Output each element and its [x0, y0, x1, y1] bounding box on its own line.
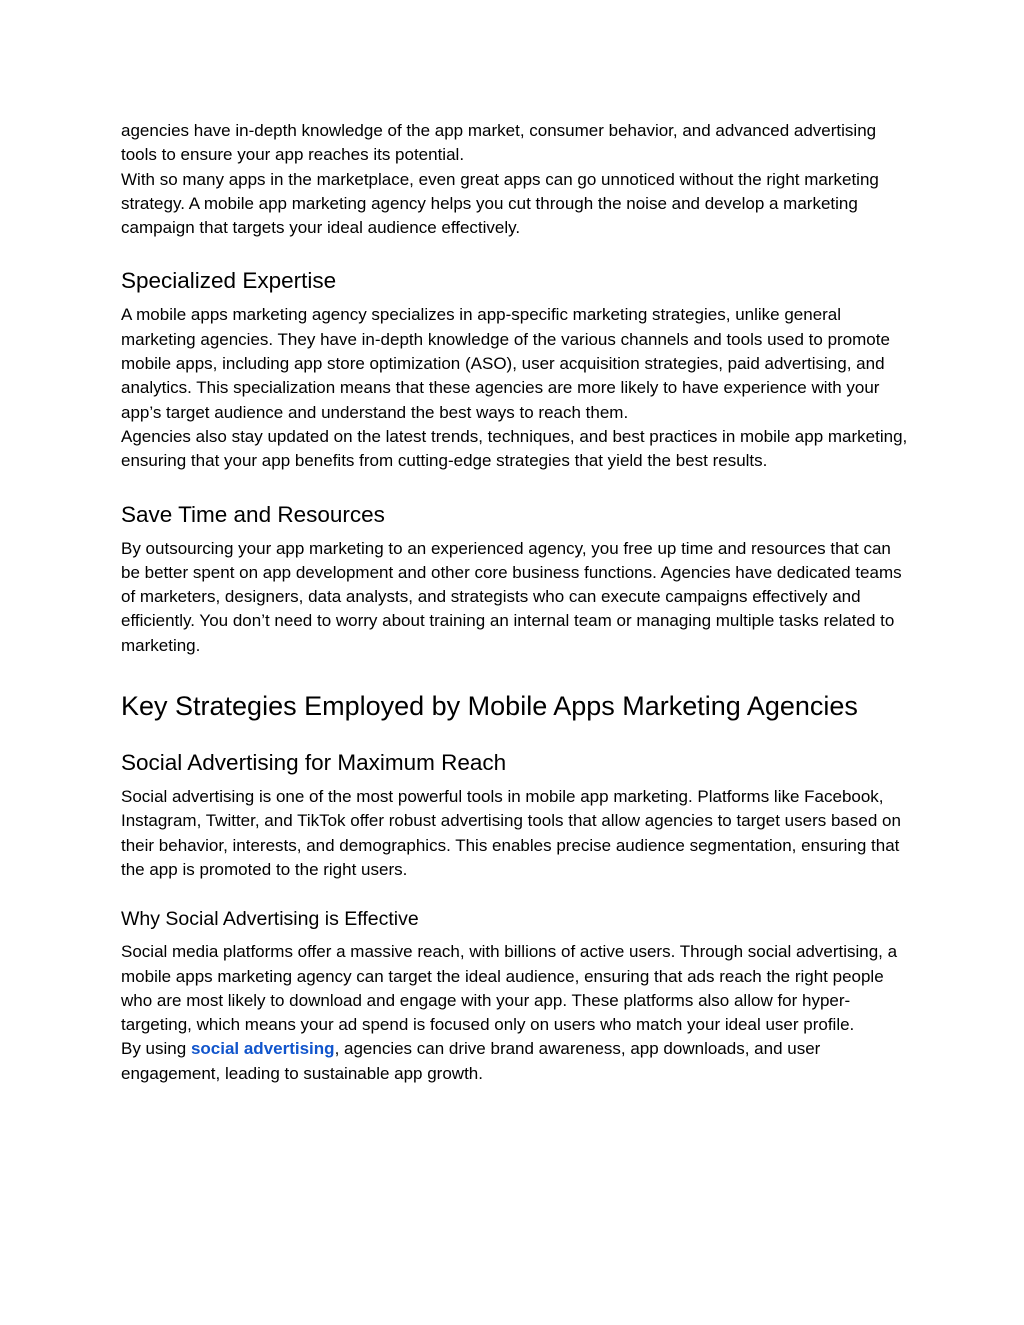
- why-social-advertising-paragraph-2: [121, 1037, 911, 1086]
- social-advertising-heading: Social Advertising for Maximum Reach: [121, 750, 507, 776]
- intro-paragraph-2: With so many apps in the marketplace, even great apps can go unnoticed without the right marketing strategy. A mobile app marketing agency helps you cut through the noise and develop a marketing campaign that targets your ideal audience effectively.: [121, 169, 879, 238]
- why-social-advertising-heading: Why Social Advertising is Effective: [121, 908, 419, 931]
- save-time-heading: Save Time and Resources: [121, 501, 385, 527]
- specialized-expertise-paragraph-2: Agencies also stay updated on the latest trends, techniques, and best practices in mobile app marketing, ensuring that your app benefits from cutting-edge strategies that yield the best results.: [121, 426, 908, 471]
- specialized-expertise-paragraph-1: A mobile apps marketing agency specializes in app-specific marketing strategies, unlike general marketing agencies. They have in-depth knowledge of the various channels and tools used to promote mobile apps, including app store optimization (ASO), user acquisition strategies, paid advertising, and analytics. This specialization means that these agencies are more likely to have experience with your app’s target audience and understand the best ways to reach them.: [121, 305, 890, 422]
- specialized-expertise-heading: Specialized Expertise: [121, 268, 337, 294]
- document-page: [121, 119, 911, 1086]
- paragraph-text-before-link: By using: [121, 1039, 191, 1059]
- social-advertising-link[interactable]: social advertising: [190, 1039, 335, 1059]
- social-advertising-paragraph: Social advertising is one of the most powerful tools in mobile app marketing. Platforms like Facebook, Instagram, Twitter, and TikTok offer robust advertising tools that allow agencies to target users based on their behavior, interests, and demographics. This enables precise audience segmentation, ensuring that the app is promoted to the right users.: [121, 787, 901, 879]
- save-time-paragraph: By outsourcing your app marketing to an experienced agency, you free up time and resources that can be better spent on app development and other core business functions. Agencies have dedicated teams of marketers, designers, data analysts, and strategists who can execute campaigns effectively and efficiently. You don’t need to worry about training an internal team or managing multiple tasks related to marketing.: [121, 538, 902, 655]
- key-strategies-heading: Key Strategies Employed by Mobile Apps Marketing Agencies: [121, 691, 858, 722]
- why-social-advertising-paragraph-1: Social media platforms offer a massive reach, with billions of active users. Through social advertising, a mobile apps marketing agency can target the ideal audience, ensuring that ads reach the right people who are most likely to download and engage with your app. These platforms also allow for hyper-targeting, which means your ad spend is focused only on users who match your ideal user profile.: [121, 942, 898, 1035]
- intro-paragraph-1: agencies have in-depth knowledge of the app market, consumer behavior, and advanced advertising tools to ensure your app reaches its potential.: [121, 121, 877, 165]
- paragraph-text-after-link: , agencies can drive brand awareness, app downloads, and user engagement, leading to sustainable app growth.: [121, 1039, 821, 1083]
